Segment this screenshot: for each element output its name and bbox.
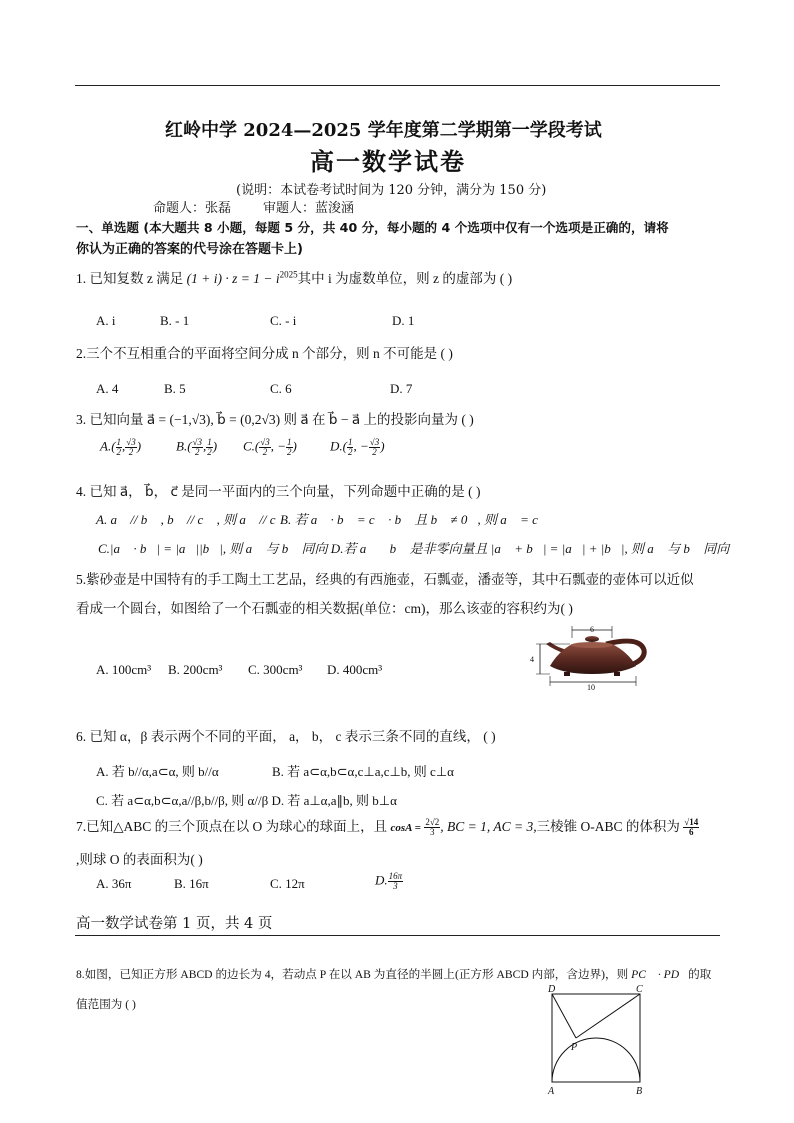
q2-option-a[interactable]: A. 4 [96,381,119,396]
q4-option-cd[interactable]: C.|a⃗ · b⃗| = |a⃗||b⃗|, 则 a⃗ 与 b⃗ 同向 D.若 a⃗， b⃗ 是非零向量且 |a⃗ + b⃗| = |a⃗| + |b⃗|, 则 a⃗ 与 b⃗ 同向 [98,541,730,556]
question-7-stem [76,815,699,837]
q1-stem-b: 其中 i 为虚数单位，则 z 的虚部为 ( ) [297,271,513,286]
page-footer: 高一数学试卷第 1 页，共 4 页 [76,916,273,932]
q3-option-d[interactable]: D.( $\frac{1}{2}$ , − $\frac{√3}{2}$ ) [330,437,385,457]
q1-formula: (1 + i) · z = 1 − i [186,271,280,286]
q2-option-c[interactable]: C. 6 [270,381,292,396]
q3-opt-a-label: A. [100,438,112,454]
question-3-stem: 3. 已知向量 a⃗ = (−1,√3), b⃗ = (0,2√3) 则 a⃗ 在 b⃗ − a⃗ 上的投影向量为 ( ) [76,412,474,427]
q3-opt-b-frac2: $\frac{1}{2}$ [207,437,212,457]
footer-rule [75,935,720,936]
q7-opt-d-label: D. [375,872,388,888]
setter: 命题人：张磊 [153,201,232,216]
q3-opt-c-frac1: $\frac{√3}{2}$ [260,437,270,457]
q3-opt-d-frac2: $\frac{√3}{2}$ [369,437,380,457]
school-title: 红岭中学 2024—2025 学年度第二学期第一学段考试 [165,120,602,141]
q1-option-d[interactable]: D. 1 [392,313,415,328]
question-5-stem-line1: 5.紫砂壶是中国特有的手工陶土工艺品，经典的有西施壶，石瓢壶，潘壶等，其中石瓢壶的壶体可以近似 [76,572,694,587]
square-semicircle-figure [540,982,660,1112]
q3-option-b[interactable]: B.( $\frac{√3}{2}$ , $\frac{1}{2}$ ) [176,437,218,457]
exam-title: 高一数学试卷 [310,147,466,176]
q8-stem-line1: 8.如图，已知正方形 ABCD 的边长为 4，若动点 P 在以 AB 为直径的半圆上(正方形 ABCD 内部，含边界)，则 [76,968,629,981]
q7-cos-label: cosA = [390,822,421,834]
q1-exponent: 2025 [279,269,298,280]
q3-option-a[interactable]: A.( $\frac{1}{2}$ , $\frac{√3}{2}$ ) [100,437,142,457]
q7-option-d[interactable] [375,872,403,891]
q3-opt-c-label: C. [243,438,255,454]
question-8-stem-line1 [76,966,711,982]
question-5-stem-line2: 看成一个圆台，如图给了一个石瓢壶的相关数据(单位：cm)，那么该壶的容积约为( ) [76,601,573,616]
reviewer: 审题人：蓝浚涵 [263,201,355,216]
dim-height-label: 4 [530,655,534,664]
q5-option-a[interactable]: A. 100cm³ [96,662,152,677]
q3-opt-c-frac2: $\frac{1}{2}$ [287,437,292,457]
label-c: C [636,984,643,995]
dim-top-label: 6 [590,625,594,634]
section-heading-line2: 你认为正确的答案的代号涂在答题卡上) [76,242,303,257]
exam-note: (说明：本试卷考试时间为 120 分钟，满分为 150 分) [236,183,547,198]
q7-mid: , BC = 1, AC = 3, [440,819,537,834]
label-b: B [636,1086,643,1097]
q4-option-b[interactable]: B. 若 a⃗ · b⃗ = c⃗ · b⃗ 且 b⃗ ≠ 0⃗, 则 a⃗ = c⃗ [280,512,549,527]
question-7-stem-line2: ,则球 O 的表面积为( ) [76,852,203,867]
q8-stem-tail: 的取 [688,968,712,981]
q3-opt-a-frac1: $\frac{1}{2}$ [116,437,122,457]
question-8-stem-line2: 值范围为 ( ) [76,998,136,1011]
q3-opt-b-label: B. [176,438,188,454]
q6-option-b[interactable]: B. 若 a⊂α,b⊂α,c⊥a,c⊥b, 则 c⊥α [272,764,454,779]
section-heading-line1: 一、单选题 (本大题共 8 小题，每题 5 分，共 40 分，每小题的 4 个选项中仅有一个选项是正确的，请将 [76,220,669,235]
question-6-stem: 6. 已知 α，β 表示两个不同的平面， a， b， c 表示三条不同的直线， ( ) [76,729,496,744]
question-1-stem [76,267,512,287]
q3-opt-d-frac1: $\frac{1}{2}$ [347,437,353,457]
q1-option-a[interactable]: A. i [96,313,116,328]
q4-option-a[interactable]: A. a⃗ // b⃗ , b⃗ // c⃗ , 则 a⃗ // c⃗ [96,512,286,527]
q7-option-b[interactable]: B. 16π [174,876,209,891]
q6-option-cd[interactable]: C. 若 a⊂α,b⊂α,a//β,b//β, 则 α//β D. 若 a⊥α,a∥b, 则 b⊥α [96,793,397,808]
q5-option-d[interactable]: D. 400cm³ [327,662,383,677]
q7-stem-a: 7.已知△ABC 的三个顶点在以 O 为球心的球面上，且 [76,819,388,834]
q7-stem-b: 三棱锥 O-ABC 的体积为 [536,819,680,834]
q3-option-c[interactable]: C.( $\frac{√3}{2}$ , − $\frac{1}{2}$ ) [243,437,297,457]
q5-option-c[interactable]: C. 300cm³ [248,662,303,677]
q1-option-c[interactable]: C. - i [270,313,297,328]
label-p: P [571,1042,578,1053]
q7-cos-frac: $\frac{2√2}{3}$ [425,817,440,838]
q3-opt-b-frac1: $\frac{√3}{2}$ [192,437,202,457]
q6-option-a[interactable]: A. 若 b//α,a⊂α, 则 b//α [96,764,219,779]
label-a: A [548,1086,555,1097]
label-d: D [548,984,556,995]
teapot-figure [520,622,660,692]
q7-opt-d-frac: $\frac{16\pi}{3}$ [388,871,403,891]
q1-option-b[interactable]: B. - 1 [160,313,190,328]
q5-option-b[interactable]: B. 200cm³ [168,662,223,677]
q3-opt-a-frac2: $\frac{√3}{2}$ [126,437,136,457]
q2-option-d[interactable]: D. 7 [390,381,413,396]
dim-bottom-label: 10 [587,683,595,692]
q1-stem-a: 1. 已知复数 z 满足 [76,271,184,286]
q8-expr: PC⃗ · PD⃗ [631,968,689,981]
q2-option-b[interactable]: B. 5 [164,381,186,396]
q7-option-c[interactable]: C. 12π [270,876,305,891]
q3-opt-d-label: D. [330,438,343,454]
question-4-stem: 4. 已知 a⃗， b⃗， c⃗ 是同一平面内的三个向量，下列命题中正确的是 ( ) [76,484,481,499]
q7-vol-frac: $\frac{√14}{6}$ [684,817,699,838]
question-2-stem: 2.三个不互相重合的平面将空间分成 n 个部分，则 n 不可能是 ( ) [76,346,453,361]
top-rule [75,85,720,86]
q7-option-a[interactable]: A. 36π [96,876,132,891]
